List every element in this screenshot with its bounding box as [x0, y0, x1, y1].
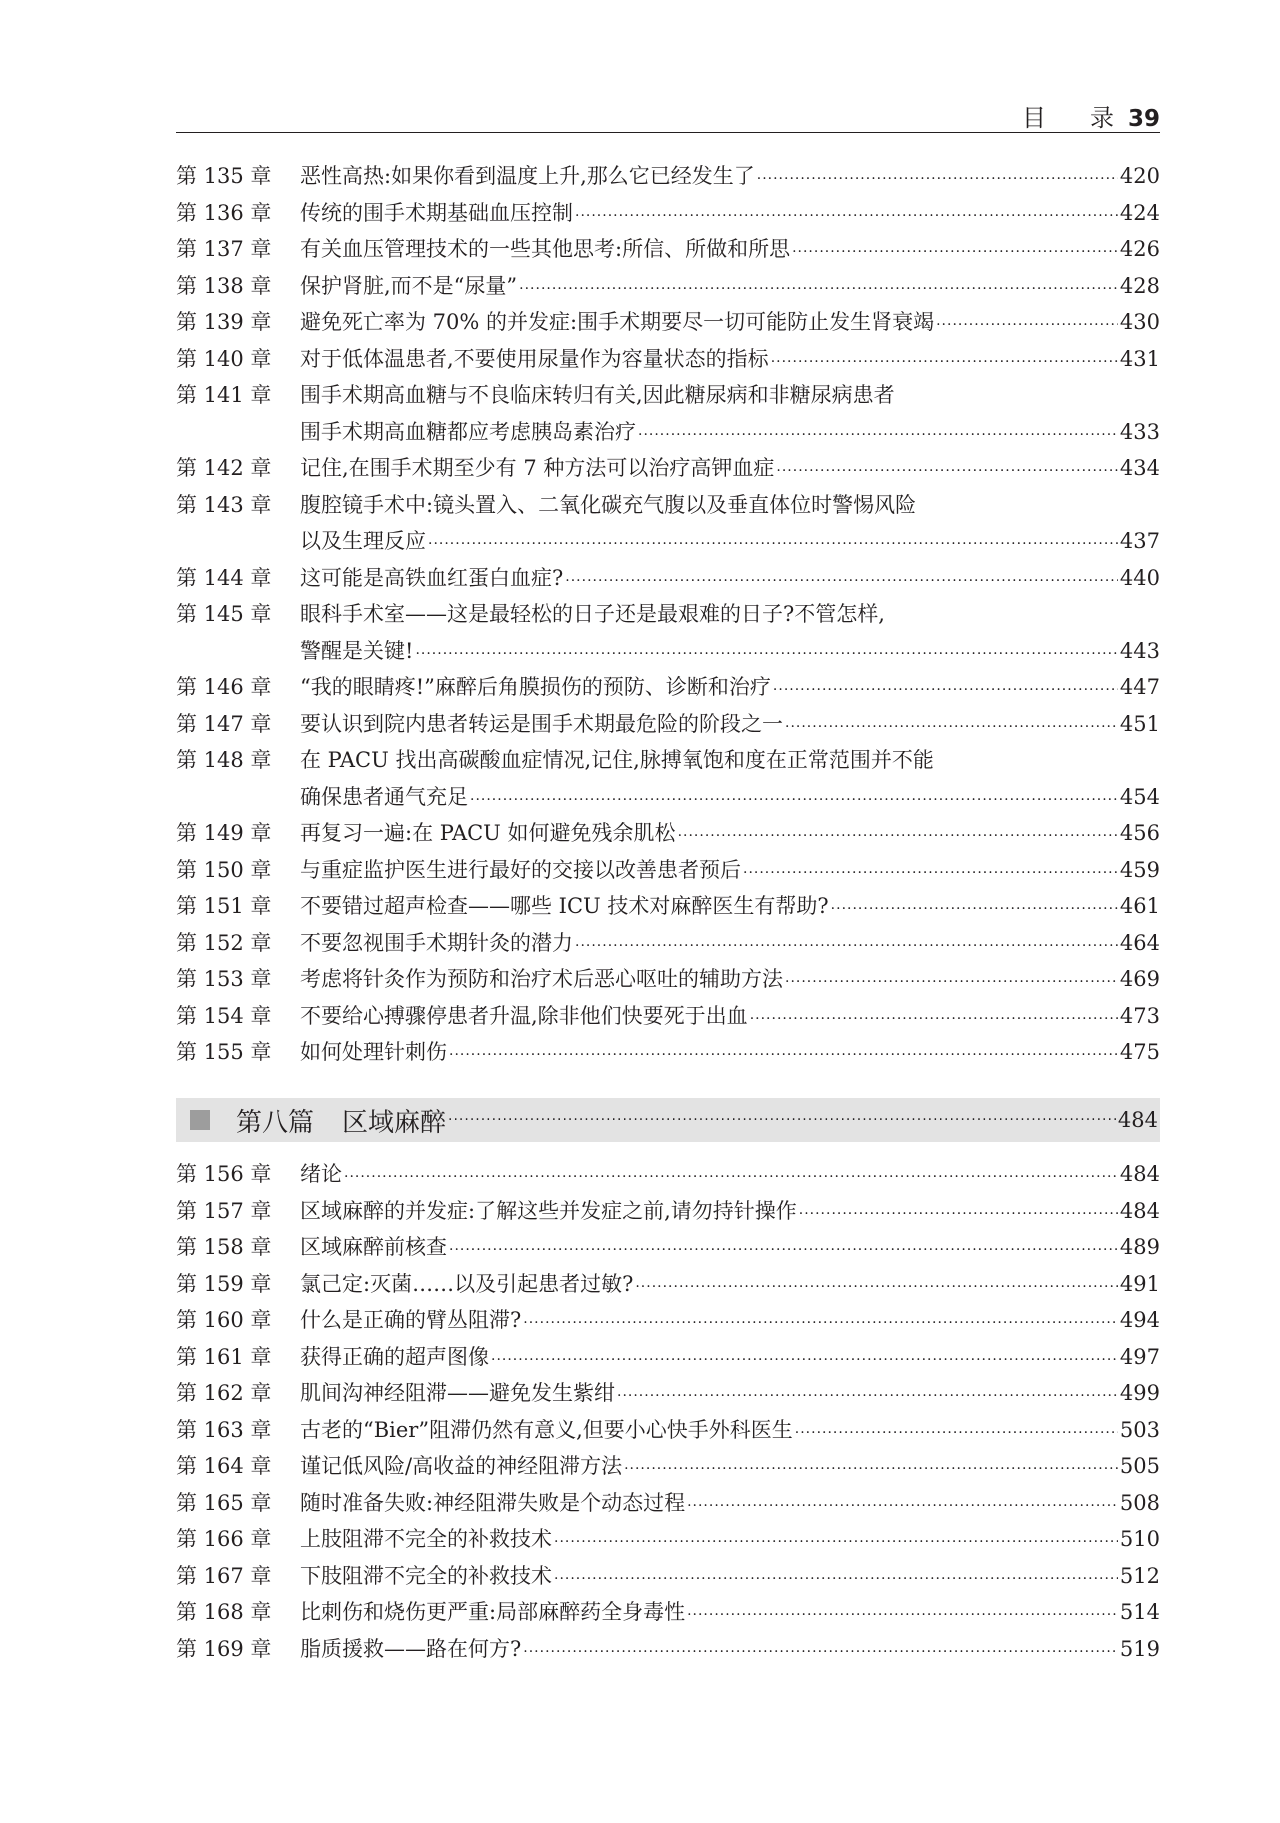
- chapter-title: 下肢阻滞不完全的补救技术: [300, 1563, 552, 1588]
- leader-dots: [757, 161, 1118, 198]
- chapter-title-block: [300, 998, 1160, 1035]
- chapter-title-line: 围手术期高血糖与不良临床转归有关,因此糖尿病和非糖尿病患者: [300, 383, 895, 407]
- chapter-page-number: 494: [1119, 1308, 1160, 1332]
- chapter-title: 区域麻醉的并发症:了解这些并发症之前,请勿持针操作: [300, 1198, 797, 1223]
- chapter-title-final-line: [300, 633, 1160, 670]
- chapter-number: 第 137 章: [176, 237, 272, 261]
- chapter-number: 第 163 章: [176, 1417, 272, 1442]
- chapter-title-final-line: [300, 1034, 1160, 1071]
- toc-entry: [176, 195, 1160, 232]
- toc-list-part7: [176, 158, 1160, 1071]
- chapter-number: 第 142 章: [176, 456, 272, 480]
- chapter-page-number: 473: [1119, 1003, 1160, 1028]
- chapter-title-final-line: [300, 341, 1160, 378]
- chapter-title: 避免死亡率为 70% 的并发症:围手术期要尽一切可能防止发生肾衰竭: [300, 310, 935, 334]
- chapter-title-block: [300, 706, 1160, 743]
- chapter-title-final-line: [300, 1229, 1160, 1266]
- chapter-title-block: [300, 341, 1160, 378]
- chapter-title-line: 腹腔镜手术中:镜头置入、二氧化碳充气腹以及垂直体位时警惕风险: [300, 492, 917, 517]
- toc-entry: [176, 1412, 1160, 1449]
- leader-dots: [554, 1524, 1118, 1561]
- chapter-number: 第 145 章: [176, 602, 272, 626]
- chapter-title-block: [300, 1375, 1160, 1412]
- chapter-title-final-line: [300, 1193, 1160, 1230]
- chapter-number: 第 146 章: [176, 675, 272, 699]
- chapter-title: 传统的围手术期基础血压控制: [300, 200, 573, 225]
- chapter-page-number: 424: [1119, 200, 1160, 225]
- leader-dots: [491, 1342, 1118, 1379]
- leader-dots: [771, 344, 1118, 381]
- chapter-page-number: 489: [1119, 1235, 1160, 1259]
- leader-dots: [792, 234, 1118, 271]
- chapter-number: 第 169 章: [176, 1636, 272, 1661]
- chapter-number: 第 164 章: [176, 1454, 272, 1478]
- chapter-title: 以及生理反应: [300, 529, 426, 553]
- chapter-title-final-line: [300, 1521, 1160, 1558]
- chapter-title-final-line: [300, 231, 1160, 268]
- chapter-page-number: 469: [1119, 967, 1160, 991]
- chapter-title: 上肢阻滞不完全的补救技术: [300, 1527, 552, 1551]
- toc-entry: [176, 1631, 1160, 1668]
- chapter-title-final-line: [300, 450, 1160, 487]
- chapter-title-block: [300, 1521, 1160, 1558]
- leader-dots: [750, 1001, 1118, 1038]
- chapter-title-final-line: [300, 1375, 1160, 1412]
- toc-entry: [176, 596, 1160, 669]
- chapter-title-final-line: [300, 304, 1160, 341]
- chapter-title: 确保患者通气充足: [300, 784, 468, 809]
- chapter-title-final-line: [300, 815, 1160, 852]
- chapter-title-block: [300, 268, 1160, 305]
- part-title: 区域麻醉: [342, 1107, 447, 1138]
- chapter-title-block: [300, 925, 1160, 962]
- leader-dots: [785, 709, 1118, 746]
- chapter-number: 第 144 章: [176, 565, 272, 590]
- chapter-title-final-line: [300, 1594, 1160, 1631]
- toc-entry: [176, 1558, 1160, 1595]
- chapter-title: 不要错过超声检查——哪些 ICU 技术对麻醉医生有帮助?: [300, 894, 829, 918]
- chapter-number: 第 155 章: [176, 1040, 272, 1064]
- chapter-number: 第 149 章: [176, 821, 272, 845]
- toc-entry: [176, 341, 1160, 378]
- chapter-title: 与重症监护医生进行最好的交接以改善患者预后: [300, 857, 741, 882]
- chapter-title: “我的眼睛疼!”麻醉后角膜损伤的预防、诊断和治疗: [300, 675, 771, 699]
- chapter-number: 第 160 章: [176, 1308, 272, 1332]
- chapter-page-number: 428: [1119, 273, 1160, 298]
- leader-dots: [554, 1561, 1118, 1598]
- chapter-number: 第 139 章: [176, 310, 272, 334]
- leader-dots: [470, 782, 1118, 819]
- chapter-title: 记住,在围手术期至少有 7 种方法可以治疗高钾血症: [300, 456, 775, 480]
- toc-entry: [176, 961, 1160, 998]
- chapter-title-final-line: [300, 1558, 1160, 1595]
- chapter-title-final-line: [300, 669, 1160, 706]
- chapter-title: 再复习一遍:在 PACU 如何避免残余肌松: [300, 821, 676, 845]
- leader-dots: [575, 928, 1118, 965]
- running-header: [176, 92, 1160, 133]
- chapter-title: 脂质援救——路在何方?: [300, 1636, 522, 1661]
- chapter-title-final-line: [300, 1302, 1160, 1339]
- chapter-title-block: [300, 1156, 1160, 1193]
- chapter-title: 要认识到院内患者转运是围手术期最危险的阶段之一: [300, 711, 783, 736]
- leader-dots: [795, 1415, 1118, 1452]
- chapter-title-block: [300, 1448, 1160, 1485]
- chapter-title-block: [300, 961, 1160, 998]
- chapter-title: 获得正确的超声图像: [300, 1344, 489, 1369]
- chapter-title: 围手术期高血糖都应考虑胰岛素治疗: [300, 419, 636, 444]
- chapter-number: 第 161 章: [176, 1344, 272, 1369]
- chapter-page-number: 484: [1119, 1162, 1160, 1186]
- chapter-title-block: [300, 304, 1160, 341]
- toc-entry: [176, 742, 1160, 815]
- chapter-title-line: 在 PACU 找出高碳酸血症情况,记住,脉搏氧饱和度在正常范围并不能: [300, 748, 934, 772]
- chapter-title-block: [300, 1339, 1160, 1376]
- header-page-number: 39: [1127, 106, 1160, 132]
- toc-entry: [176, 1594, 1160, 1631]
- toc-entry: [176, 1302, 1160, 1339]
- leader-dots: [687, 1597, 1118, 1634]
- chapter-number: 第 135 章: [176, 164, 272, 188]
- chapter-title-block: [300, 669, 1160, 706]
- chapter-number: 第 162 章: [176, 1381, 272, 1405]
- chapter-title-final-line: [300, 852, 1160, 889]
- toc-entry: [176, 560, 1160, 597]
- chapter-page-number: 430: [1119, 310, 1160, 334]
- chapter-title-final-line: [300, 1156, 1160, 1193]
- leader-dots: [617, 1378, 1118, 1415]
- leader-dots: [449, 1037, 1118, 1074]
- chapter-number: 第 148 章: [176, 748, 272, 772]
- chapter-title: 不要忽视围手术期针灸的潜力: [300, 930, 573, 955]
- chapter-number: 第 159 章: [176, 1271, 272, 1296]
- chapter-title: 比刺伤和烧伤更严重:局部麻醉药全身毒性: [300, 1600, 686, 1624]
- chapter-title-final-line: [300, 1339, 1160, 1376]
- chapter-title-final-line: [300, 1266, 1160, 1303]
- toc-entry: [176, 1448, 1160, 1485]
- chapter-title-block: [300, 1302, 1160, 1339]
- chapter-page-number: 484: [1119, 1198, 1160, 1223]
- chapter-page-number: 497: [1119, 1344, 1160, 1369]
- chapter-title-block: [300, 1631, 1160, 1668]
- chapter-number: 第 154 章: [176, 1003, 272, 1028]
- chapter-title-block: [300, 1412, 1160, 1449]
- toc-entry: [176, 1375, 1160, 1412]
- toc-entry: [176, 1034, 1160, 1071]
- chapter-page-number: 519: [1119, 1636, 1160, 1661]
- chapter-title-block: [300, 1485, 1160, 1522]
- chapter-title: 区域麻醉前核查: [300, 1235, 447, 1259]
- chapter-number: 第 136 章: [176, 200, 272, 225]
- chapter-page-number: 440: [1119, 565, 1160, 590]
- chapter-title-final-line: [300, 706, 1160, 743]
- toc-entry: [176, 304, 1160, 341]
- chapter-number: 第 166 章: [176, 1527, 272, 1551]
- leader-dots: [687, 1488, 1118, 1525]
- toc-entry: [176, 158, 1160, 195]
- toc-entry: [176, 268, 1160, 305]
- toc-entry: [176, 1193, 1160, 1230]
- leader-dots: [776, 453, 1118, 490]
- chapter-title-final-line: [300, 158, 1160, 195]
- toc-entry: [176, 1485, 1160, 1522]
- chapter-title: 如何处理针刺伤: [300, 1040, 447, 1064]
- chapter-title: 这可能是高铁血红蛋白血症?: [300, 565, 564, 590]
- leader-dots: [773, 672, 1118, 709]
- chapter-title: 氯己定:灭菌……以及引起患者过敏?: [300, 1271, 634, 1296]
- chapter-page-number: 475: [1119, 1040, 1160, 1064]
- chapter-title-final-line: [300, 888, 1160, 925]
- leader-dots: [344, 1159, 1118, 1196]
- toc-entry: [176, 852, 1160, 889]
- chapter-number: 第 141 章: [176, 383, 272, 407]
- chapter-title-block: [300, 450, 1160, 487]
- toc-entry: [176, 1266, 1160, 1303]
- chapter-title-block: [300, 1266, 1160, 1303]
- toc-entry: [176, 815, 1160, 852]
- chapter-page-number: 456: [1119, 821, 1160, 845]
- chapter-number: 第 143 章: [176, 492, 272, 517]
- chapter-title: 随时准备失败:神经阻滞失败是个动态过程: [300, 1490, 686, 1515]
- chapter-title: 绪论: [300, 1162, 342, 1186]
- chapter-title-block: [300, 487, 1160, 560]
- chapter-title-block: [300, 1558, 1160, 1595]
- chapter-page-number: 499: [1119, 1381, 1160, 1405]
- header-section-char-1: 目: [1021, 104, 1046, 132]
- chapter-number: 第 147 章: [176, 711, 272, 736]
- chapter-title-block: [300, 742, 1160, 815]
- chapter-page-number: 451: [1119, 711, 1160, 736]
- chapter-title-block: [300, 1229, 1160, 1266]
- part-label: 第八篇: [236, 1107, 315, 1138]
- leader-dots: [523, 1634, 1118, 1671]
- leader-dots: [678, 818, 1118, 855]
- leader-dots: [624, 1451, 1118, 1488]
- chapter-page-number: 505: [1119, 1454, 1160, 1478]
- chapter-title-final-line: [300, 560, 1160, 597]
- chapter-title: 恶性高热:如果你看到温度上升,那么它已经发生了: [300, 164, 755, 188]
- chapter-page-number: 491: [1119, 1271, 1160, 1296]
- chapter-number: 第 167 章: [176, 1563, 272, 1588]
- toc-entry: [176, 669, 1160, 706]
- chapter-title: 肌间沟神经阻滞——避免发生紫绀: [300, 1381, 615, 1405]
- toc-entry: [176, 706, 1160, 743]
- chapter-title: 什么是正确的臂丛阻滞?: [300, 1308, 522, 1332]
- chapter-page-number: 434: [1119, 456, 1160, 480]
- toc-entry: [176, 450, 1160, 487]
- chapter-title-final-line: [300, 998, 1160, 1035]
- leader-dots: [415, 636, 1117, 673]
- chapter-title: 谨记低风险/高收益的神经阻滞方法: [300, 1454, 623, 1478]
- chapter-title-block: [300, 852, 1160, 889]
- part-heading: [176, 1098, 1160, 1142]
- chapter-title: 有关血压管理技术的一些其他思考:所信、所做和所思: [300, 237, 791, 261]
- toc-entry: [176, 1521, 1160, 1558]
- part-marker-square: [190, 1110, 210, 1130]
- leader-dots: [523, 1305, 1118, 1342]
- leader-dots: [428, 526, 1118, 563]
- chapter-title-final-line: [300, 195, 1160, 232]
- chapter-title-block: [300, 377, 1160, 450]
- chapter-number: 第 140 章: [176, 346, 272, 371]
- toc-entry: [176, 1339, 1160, 1376]
- chapter-title: 古老的“Bier”阻滞仍然有意义,但要小心快手外科医生: [300, 1417, 793, 1442]
- chapter-title: 保护肾脏,而不是“尿量”: [300, 273, 518, 298]
- chapter-number: 第 168 章: [176, 1600, 272, 1624]
- toc-list-part8: [176, 1156, 1160, 1667]
- leader-dots: [519, 271, 1118, 308]
- leader-dots: [635, 1269, 1118, 1306]
- chapter-title: 警醒是关键!: [300, 638, 414, 663]
- chapter-title-block: [300, 1193, 1160, 1230]
- leader-dots: [638, 417, 1118, 454]
- chapter-page-number: 461: [1119, 894, 1160, 918]
- leader-dots: [575, 198, 1118, 235]
- chapter-title-block: [300, 158, 1160, 195]
- chapter-number: 第 153 章: [176, 967, 272, 991]
- chapter-page-number: 464: [1119, 930, 1160, 955]
- chapter-title-final-line: [300, 961, 1160, 998]
- leader-dots: [936, 307, 1118, 344]
- chapter-title-final-line: [300, 523, 1160, 560]
- leader-dots: [743, 855, 1118, 892]
- chapter-page-number: 443: [1119, 638, 1160, 663]
- leader-dots: [448, 1112, 1116, 1128]
- chapter-page-number: 447: [1119, 675, 1160, 699]
- chapter-title-block: [300, 1034, 1160, 1071]
- chapter-page-number: 510: [1119, 1527, 1160, 1551]
- chapter-title-block: [300, 815, 1160, 852]
- chapter-page-number: 503: [1119, 1417, 1160, 1442]
- toc-entry: [176, 998, 1160, 1035]
- chapter-number: 第 150 章: [176, 857, 272, 882]
- chapter-title: 对于低体温患者,不要使用尿量作为容量状态的指标: [300, 346, 769, 371]
- toc-entry: [176, 888, 1160, 925]
- toc-entry: [176, 925, 1160, 962]
- chapter-number: 第 156 章: [176, 1162, 272, 1186]
- chapter-title-final-line: [300, 1448, 1160, 1485]
- header-title-group: [1022, 98, 1160, 133]
- chapter-page-number: 420: [1119, 164, 1160, 188]
- chapter-title-block: [300, 888, 1160, 925]
- leader-dots: [565, 563, 1118, 600]
- leader-dots: [831, 891, 1118, 928]
- chapter-title-block: [300, 195, 1160, 232]
- chapter-title-final-line: [300, 414, 1160, 451]
- chapter-page-number: 454: [1119, 784, 1160, 809]
- chapter-number: 第 158 章: [176, 1235, 272, 1259]
- toc-entry: [176, 231, 1160, 268]
- chapter-number: 第 165 章: [176, 1490, 272, 1515]
- leader-dots: [449, 1232, 1118, 1269]
- chapter-page-number: 508: [1119, 1490, 1160, 1515]
- chapter-title-block: [300, 231, 1160, 268]
- toc-entry: [176, 1229, 1160, 1266]
- leader-dots: [799, 1196, 1118, 1233]
- header-section-char-2: 录: [1089, 104, 1114, 132]
- part-page-number: 484: [1117, 1108, 1158, 1132]
- toc-entry: [176, 1156, 1160, 1193]
- chapter-title: 不要给心搏骤停患者升温,除非他们快要死于出血: [300, 1003, 748, 1028]
- chapter-title-final-line: [300, 1412, 1160, 1449]
- chapter-title-block: [300, 1594, 1160, 1631]
- chapter-title: 考虑将针灸作为预防和治疗术后恶心呕吐的辅助方法: [300, 967, 783, 991]
- chapter-page-number: 437: [1119, 529, 1160, 553]
- chapter-number: 第 151 章: [176, 894, 272, 918]
- chapter-page-number: 431: [1119, 346, 1160, 371]
- chapter-title-final-line: [300, 268, 1160, 305]
- chapter-title-line: 眼科手术室——这是最轻松的日子还是最艰难的日子?不管怎样,: [300, 602, 885, 626]
- chapter-number: 第 157 章: [176, 1198, 272, 1223]
- chapter-title-block: [300, 596, 1160, 669]
- chapter-title-block: [300, 560, 1160, 597]
- chapter-title-final-line: [300, 925, 1160, 962]
- chapter-page-number: 459: [1119, 857, 1160, 882]
- leader-dots: [785, 964, 1118, 1001]
- chapter-page-number: 512: [1119, 1563, 1160, 1588]
- chapter-page-number: 433: [1119, 419, 1160, 444]
- chapter-page-number: 426: [1119, 237, 1160, 261]
- toc-entry: [176, 487, 1160, 560]
- chapter-title-final-line: [300, 779, 1160, 816]
- chapter-title-final-line: [300, 1485, 1160, 1522]
- chapter-number: 第 138 章: [176, 273, 272, 298]
- toc-entry: [176, 377, 1160, 450]
- chapter-title-final-line: [300, 1631, 1160, 1668]
- chapter-page-number: 514: [1119, 1600, 1160, 1624]
- chapter-number: 第 152 章: [176, 930, 272, 955]
